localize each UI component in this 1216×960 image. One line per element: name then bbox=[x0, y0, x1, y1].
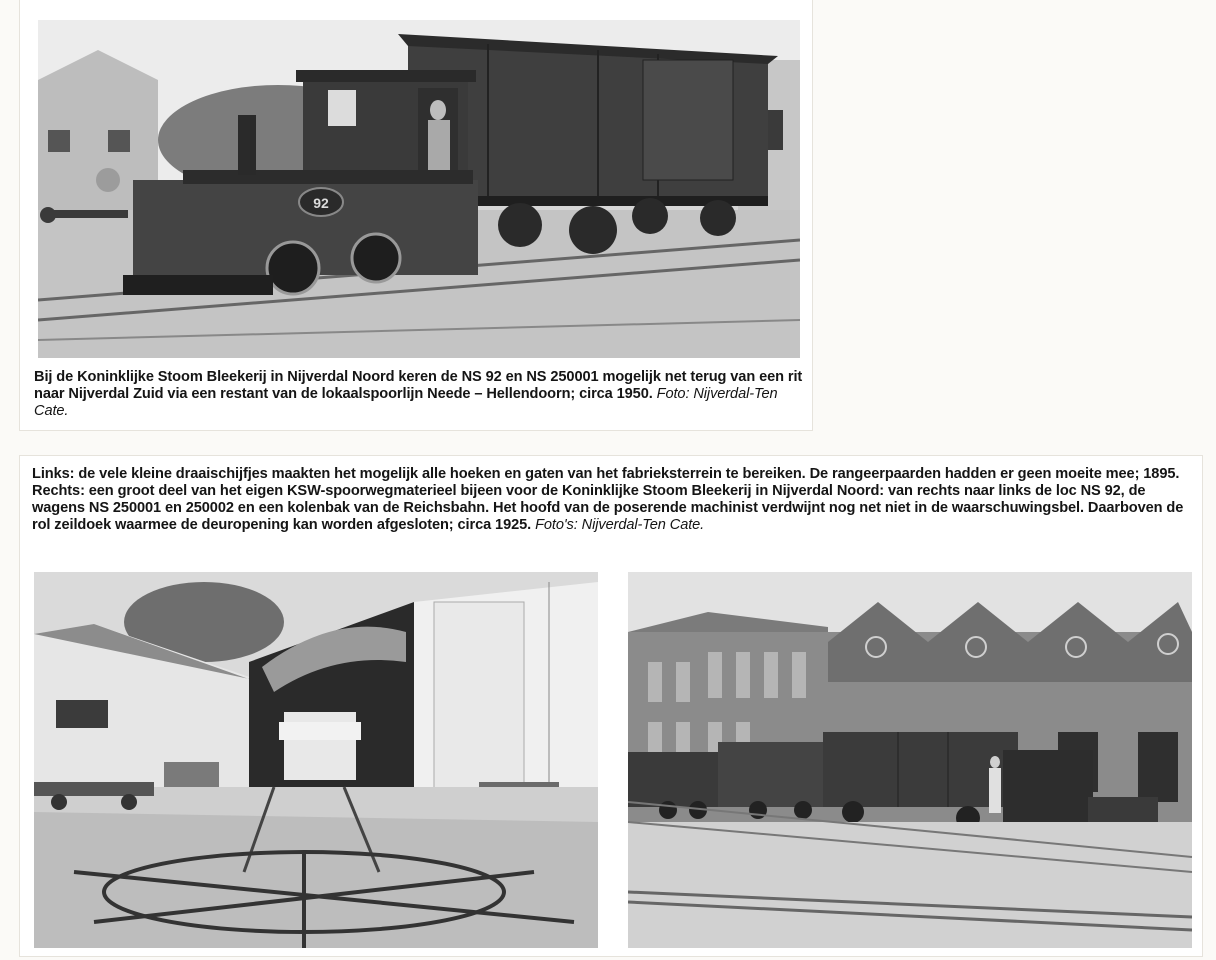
top-caption-credit: Foto: Nijverdal-Ten Cate. bbox=[34, 386, 778, 419]
top-caption-text: Bij de Koninklijke Stoom Bleekerij in Nijverdal Noord keren de NS 92 en NS 250001 mogelijk net terug van een rit naar Nijverdal Zuid via een restant van de lokaalspoorlijn Neede – Hellendoorn; circa 1950. bbox=[34, 369, 803, 402]
photo-turntables bbox=[34, 572, 598, 948]
bottom-clipping bbox=[20, 456, 1202, 956]
bottom-caption bbox=[32, 466, 1192, 534]
top-caption bbox=[34, 369, 804, 420]
photo-factory-train bbox=[628, 572, 1192, 948]
locomotive-number: 92 bbox=[313, 195, 329, 211]
bottom-caption-credit: Foto's: Nijverdal-Ten Cate. bbox=[535, 517, 705, 533]
top-clipping bbox=[20, 0, 812, 430]
photo-locomotive-and-wagon bbox=[38, 20, 800, 358]
bottom-caption-text: Links: de vele kleine draaischijfjes maakten het mogelijk alle hoeken en gaten van het fabrieksterrein te bereiken. De rangeerpaarden hadden er geen moeite mee; 1895. Rechts: een groot deel van het eigen KSW-spoorwegmaterieel bijeen voor de Koninklijke Stoom Bleekerij in Nijverdal Noord: van rechts naar links de loc NS 92, de wagens NS 250001 en 250002 en een kolenbak van de Reichsbahn. Het hoofd van de poserende machinist verdwijnt nog net niet in de waarschuwingsbel. Daarboven de rol zeildoek waarmee de deuropening kan worden afgesloten; circa 1925. bbox=[32, 466, 1184, 533]
